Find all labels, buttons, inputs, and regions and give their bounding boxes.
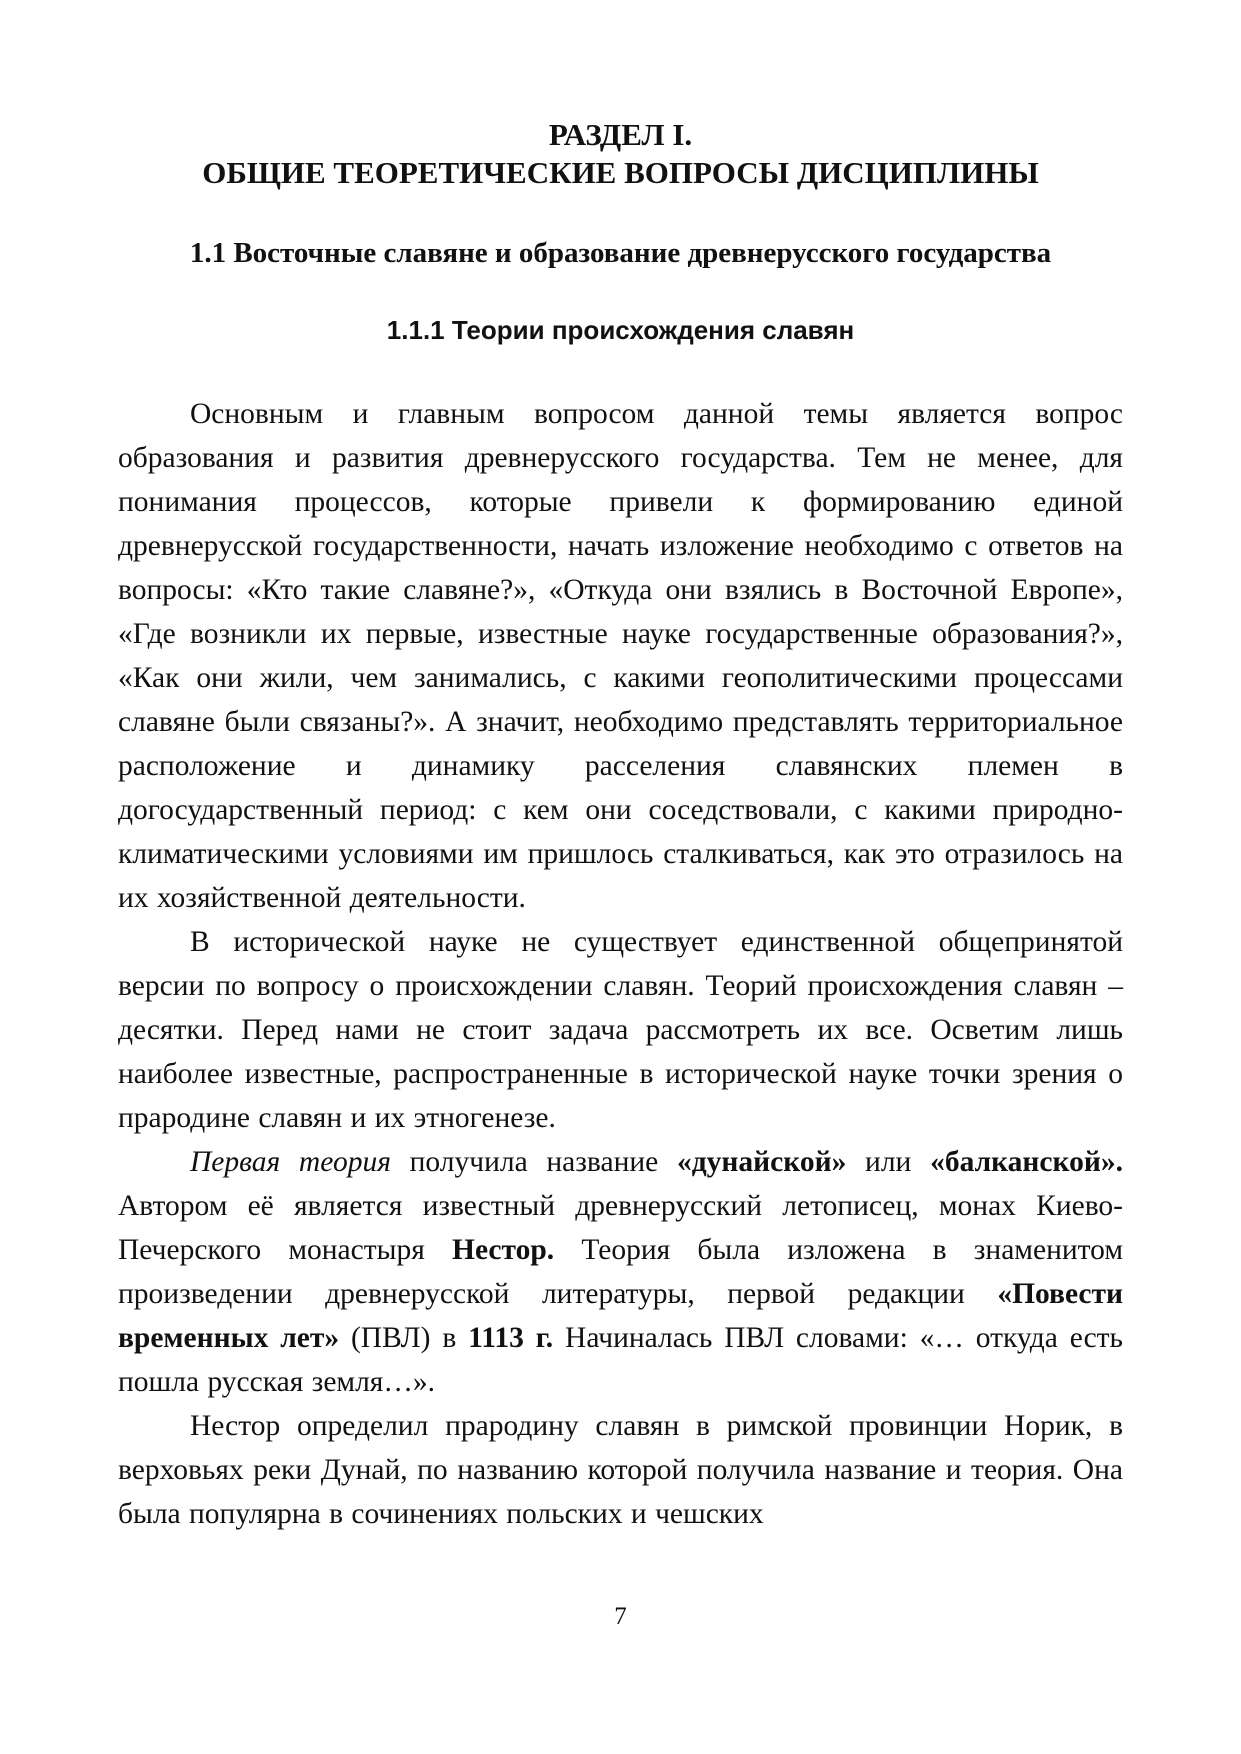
section-title [118, 116, 1123, 192]
italic-phrase: Первая теория [190, 1146, 391, 1178]
bold-term: Нестор. [452, 1234, 555, 1266]
text-run: Автором её является известный древнерусский летописец, монах Киево-Печерского монастыря [118, 1190, 1123, 1266]
text-run: или [846, 1146, 931, 1178]
section-title-line1: РАЗДЕЛ I. [548, 117, 693, 152]
section-title-line2: ОБЩИЕ ТЕОРЕТИЧЕСКИЕ ВОПРОСЫ ДИСЦИПЛИНЫ [202, 155, 1039, 190]
subsection-title: 1.1.1 Теории происхождения славян [386, 315, 855, 345]
document-page [118, 0, 1123, 1754]
bold-term: 1113 г. [468, 1322, 554, 1354]
body-text [118, 392, 1123, 1536]
paragraph-1: Основным и главным вопросом данной темы является вопрос образования и развития древнерусского государства. Тем не менее, для понимания процессов, которые привели к формированию единой древнерусской государственности, начать изложение необходимо с ответов на вопросы: «Кто такие славяне?», «Откуда они взялись в Восточной Европе», «Где возникли их первые, известные науке государственные образования?», «Как они жили, чем занимались, с какими геополитическими процессами славяне были связаны?». А значит, необходимо представлять территориальное расположение и динамику расселения славянских племен в догосударственный период: с кем они соседствовали, с какими природно-климатическими условиями им пришлось сталкиваться, как это отразилось на их хозяйственной деятельности. [118, 398, 1123, 914]
chapter-title: 1.1 Восточные славяне и образование древнерусского государства [189, 237, 1052, 269]
bold-term: «Повести временных лет» [118, 1278, 1123, 1354]
paragraph-3 [118, 1140, 1123, 1404]
paragraph-2: В исторической науке не существует единственной общепринятой версии по вопросу о происхождении славян. Теорий происхождения славян – десятки. Перед нами не стоит задача рассмотреть их все. Осветим лишь наиболее известные, распространенные в исторической науке точки зрения о прародине славян и их этногенезе. [118, 926, 1123, 1134]
bold-term: «дунайской» [676, 1146, 847, 1178]
text-run: Теория была изложена в знаменитом произведении древнерусской литературы, первой редакции [118, 1234, 1124, 1310]
page-number: 7 [614, 1603, 627, 1630]
paragraph-4: Нестор определил прародину славян в римской провинции Норик, в верховьях реки Дунай, по названию которой получила название и теория. Она была популярна в сочинениях польских и чешских [118, 1410, 1123, 1530]
text-run: Начиналась ПВЛ словами: «… откуда есть пошла русская земля…». [118, 1322, 1124, 1398]
text-run: (ПВЛ) в [339, 1322, 469, 1354]
text-run: получила название [390, 1146, 677, 1178]
bold-term: «балканской». [930, 1146, 1123, 1178]
